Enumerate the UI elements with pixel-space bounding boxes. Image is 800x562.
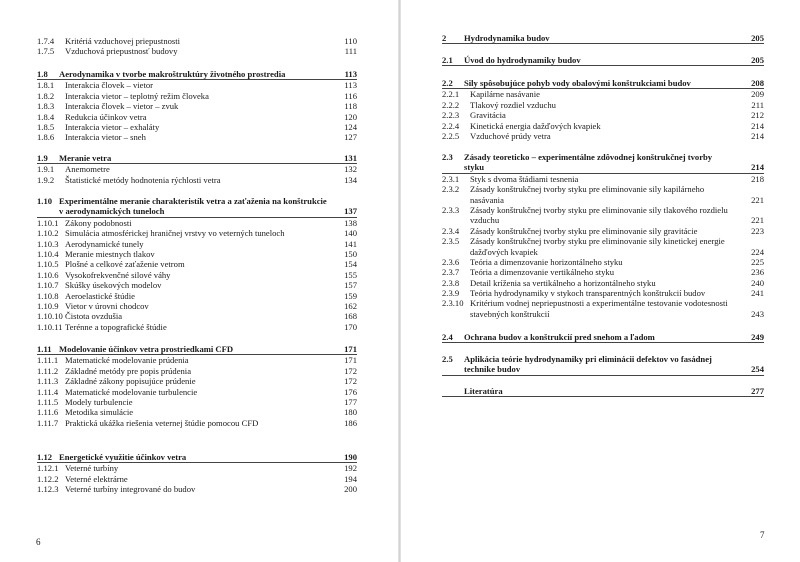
toc-page-number: 177: [344, 396, 357, 407]
toc-number: 1.11.1: [37, 355, 59, 366]
toc-number: 2.2.5: [442, 130, 460, 141]
toc-title: Teória a dimenzovanie vertikálneho styku: [470, 267, 615, 278]
toc-title: Vietor v úrovni chodcov: [65, 300, 149, 311]
toc-page-number: 225: [751, 256, 764, 267]
toc-title: Meranie miestnych tlakov: [65, 248, 155, 259]
toc-number: 1.8.3: [37, 101, 55, 112]
toc-heading-entry: [37, 344, 357, 355]
toc-page-number: 218: [751, 173, 764, 184]
toc-page-number: 254: [751, 364, 764, 375]
toc-page-number: 132: [344, 164, 357, 175]
toc-title: Interakcia človek – vietor: [65, 80, 154, 91]
toc-entry: [37, 301, 357, 311]
toc-number: 2.1: [442, 55, 453, 65]
toc-page-number: 176: [344, 386, 357, 397]
toc-title: Aeroelastické štúdie: [65, 290, 135, 301]
toc-entry: [442, 100, 764, 110]
toc-page-number: 180: [344, 407, 357, 418]
toc-title: Styk s dvoma štádiami tesnenia: [470, 173, 579, 184]
toc-number: 2.5: [442, 354, 453, 364]
toc-entry: [442, 278, 764, 288]
toc-section: [442, 332, 764, 343]
toc-title: Základné metódy pre popis prúdenia: [65, 365, 192, 376]
toc-heading-entry: [37, 206, 357, 217]
toc-section: [37, 196, 357, 332]
toc-entry: [442, 174, 764, 184]
toc-entry: [37, 474, 357, 484]
toc-title: vzduchu: [470, 215, 500, 226]
toc-number: 1.10.10: [37, 311, 63, 322]
toc-number: 1.10: [37, 196, 53, 206]
toc-entry: [37, 270, 357, 280]
toc-page-number: 224: [751, 246, 764, 257]
toc-title: Interakcia vietor – sneh: [65, 132, 146, 143]
toc-number: 1.8.4: [37, 111, 55, 122]
toc-entry: [37, 322, 357, 332]
toc-page-number: 170: [344, 321, 357, 332]
toc-number: 1.10.1: [37, 217, 59, 228]
toc-title: Zásady konštrukčnej tvorby styku pre eliminovanie sily kapilárneho: [470, 184, 705, 195]
toc-entry: [442, 226, 764, 236]
toc-page-number: 168: [344, 311, 357, 322]
toc-page-number: 212: [751, 110, 764, 121]
toc-title: Plošné a celkové zaťaženie vetrom: [65, 259, 185, 270]
toc-heading-entry: [442, 33, 764, 44]
toc-page-number: 172: [344, 376, 357, 387]
toc-title: Vzduchová priepustnosť budovy: [65, 46, 178, 57]
toc-number: 1.10.8: [37, 290, 59, 301]
toc-page-number: 214: [751, 162, 764, 173]
toc-number: 1.8.2: [37, 90, 55, 101]
toc-number: 1.8.1: [37, 80, 55, 91]
toc-number: 1.11.3: [37, 376, 59, 387]
toc-entry: [442, 89, 764, 99]
toc-number: 1.10.6: [37, 269, 59, 280]
toc-page-number: 240: [751, 277, 764, 288]
toc-title: Vysokofrekvenčné silové váhy: [65, 269, 171, 280]
toc-number: 2.3.9: [442, 288, 460, 299]
toc-entry: [37, 387, 357, 397]
toc-number: 1.7.5: [37, 46, 55, 57]
toc-title: Experimentálne meranie charakteristík vetra a zaťaženia na konštrukcie: [59, 196, 327, 206]
left-page-number: 6: [36, 537, 41, 547]
right-page-number: 7: [760, 530, 765, 540]
toc-number: 1.10.9: [37, 300, 59, 311]
toc-page-number: 172: [344, 365, 357, 376]
toc-number: 2.4: [442, 332, 453, 342]
toc-entry: [37, 418, 357, 428]
toc-page-number: 236: [751, 267, 764, 278]
toc-page-number: 124: [344, 121, 357, 132]
toc-entry: [442, 298, 764, 308]
toc-title: Tlakový rozdiel vzduchu: [470, 99, 556, 110]
toc-page-number: 150: [344, 248, 357, 259]
toc-page-number: 134: [344, 174, 357, 185]
toc-title: Hydrodynamika budov: [464, 33, 550, 43]
toc-number: 1.11.7: [37, 417, 59, 428]
toc-heading-entry: [442, 152, 764, 162]
toc-title: Zásady konštrukčnej tvorby styku pre eliminovanie sily gravitácie: [470, 225, 698, 236]
toc-page-number: 209: [751, 89, 764, 100]
toc-number: 1.11.6: [37, 407, 59, 418]
toc-entry: [37, 80, 357, 90]
toc-page-number: 120: [344, 111, 357, 122]
toc-entry: [37, 463, 357, 473]
toc-page-number: 200: [344, 484, 357, 495]
toc-number: 1.11.4: [37, 386, 59, 397]
toc-title: Kritérium vodnej nepriepustnosti a experimentálne testovanie vodotesnosti: [470, 298, 728, 309]
toc-number: 1.12: [37, 452, 53, 462]
toc-entry: [37, 122, 357, 132]
toc-page-number: 162: [344, 300, 357, 311]
toc-heading-entry: [37, 452, 357, 463]
toc-number: 2.3: [442, 152, 453, 162]
toc-entry: [37, 91, 357, 101]
toc-section: [442, 152, 764, 319]
toc-page-number: 186: [344, 417, 357, 428]
toc-number: 1.8: [37, 69, 48, 79]
toc-number: 1.9.2: [37, 174, 55, 185]
toc-entry: [37, 175, 357, 185]
toc-page-number: 157: [344, 280, 357, 291]
toc-title: Základné zákony popisujúce prúdenie: [65, 376, 196, 387]
toc-entry: [37, 239, 357, 249]
toc-title: Redukcia účinkov vetra: [65, 111, 147, 122]
toc-entry: [37, 397, 357, 407]
toc-title: Kritériá vzduchovej priepustnosti: [65, 36, 181, 46]
toc-number: 1.10.5: [37, 259, 59, 270]
toc-number: 2.2.1: [442, 89, 460, 100]
toc-entry: [442, 195, 764, 205]
toc-page-number: 192: [344, 463, 357, 474]
toc-title: Metodika simulácie: [65, 407, 134, 418]
toc-title: Interakcia vietor – exhaláty: [65, 121, 160, 132]
toc-number: 1.12.3: [37, 484, 59, 495]
toc-number: 1.12.2: [37, 473, 59, 484]
toc-page-number: 154: [344, 259, 357, 270]
toc-number: 2.2.2: [442, 99, 460, 110]
toc-page-number: 137: [344, 206, 357, 217]
toc-page-number: 110: [344, 36, 357, 46]
toc-number: 1.9: [37, 153, 48, 163]
toc-section: [442, 354, 764, 376]
toc-entry: [37, 164, 357, 174]
toc-entry: [37, 101, 357, 111]
toc-title: Zásady konštrukčnej tvorby styku pre eliminovanie sily tlakového rozdielu: [470, 204, 728, 215]
toc-number: 1.9.1: [37, 164, 55, 175]
toc-number: 1.11: [37, 344, 52, 354]
toc-title: Praktická ukážka riešenia veternej štúdie pomocou CFD: [65, 417, 259, 428]
toc-title: Gravitácia: [470, 110, 506, 121]
toc-number: 1.12.1: [37, 463, 59, 474]
toc-entry: [442, 309, 764, 319]
toc-page-number: 190: [344, 452, 357, 462]
toc-number: 2.3.3: [442, 204, 460, 215]
toc-title: Kapilárne nasávanie: [470, 89, 540, 100]
toc-page-number: 205: [751, 33, 764, 43]
toc-number: 1.11.5: [37, 396, 59, 407]
toc-page-number: 194: [344, 473, 357, 484]
toc-heading-entry: [442, 354, 764, 364]
toc-number: 1.8.5: [37, 121, 55, 132]
toc-heading-entry: [37, 196, 357, 206]
toc-title: Štatistické metódy hodnotenia rýchlosti vetra: [65, 174, 221, 185]
toc-title: Modelovanie účinkov vetra prostriedkami CFD: [59, 344, 234, 354]
toc-page-number: 111: [344, 46, 357, 57]
toc-entry: [37, 366, 357, 376]
toc-title: Zásady konštrukčnej tvorby styku pre eliminovanie sily kinetickej energie: [470, 236, 725, 247]
toc-heading-entry: [37, 69, 357, 80]
toc-title: Modely turbulencie: [65, 396, 133, 407]
toc-page-number: 221: [751, 215, 764, 226]
toc-section: [37, 36, 357, 57]
toc-heading-entry: [442, 386, 764, 397]
toc-title: Matematické modelovanie turbulencie: [65, 386, 198, 397]
toc-title: Aerodynamické tunely: [65, 238, 144, 249]
toc-page-number: 223: [751, 225, 764, 236]
toc-title: Detail kríženia sa vertikálneho a horizontálneho styku: [470, 277, 656, 288]
toc-section: [37, 69, 357, 143]
toc-number: 1.8.6: [37, 132, 55, 143]
toc-entry: [37, 249, 357, 259]
toc-title: Skúšky úsekových modelov: [65, 280, 162, 291]
toc-heading-entry: [442, 55, 764, 66]
toc-section: [442, 33, 764, 44]
toc-title: Literatúra: [464, 386, 503, 396]
toc-page-number: 127: [344, 132, 357, 143]
toc-page-number: 118: [344, 101, 357, 112]
toc-title: Simulácia atmosférickej hraničnej vrstvy vo veterných tuneloch: [65, 228, 285, 239]
toc-title: Zásady teoreticko – experimentálne zdôvodnej konštrukčnej tvorby: [464, 152, 713, 162]
toc-page-number: 241: [751, 288, 764, 299]
toc-entry: [442, 205, 764, 215]
toc-heading-entry: [37, 153, 357, 164]
toc-section: [442, 55, 764, 66]
toc-entry: [37, 112, 357, 122]
toc-number: 1.11.2: [37, 365, 59, 376]
toc-number: 2.2.3: [442, 110, 460, 121]
toc-page-number: 131: [344, 153, 357, 163]
toc-section: [442, 78, 764, 141]
toc-number: 2.3.6: [442, 256, 460, 267]
toc-page-number: 171: [344, 344, 357, 354]
toc-page-number: 243: [751, 308, 764, 319]
toc-section: [442, 386, 764, 397]
toc-page-number: 155: [344, 269, 357, 280]
toc-page-number: 277: [751, 386, 764, 396]
toc-title: Anemometre: [65, 164, 110, 175]
toc-section: [37, 344, 357, 428]
toc-entry: [442, 215, 764, 225]
toc-title: Úvod do hydrodynamiky budov: [464, 55, 581, 65]
toc-number: 2.2: [442, 78, 453, 88]
toc-title: v aerodynamických tuneloch: [59, 206, 165, 217]
toc-number: 1.7.4: [37, 36, 55, 46]
toc-number: 2.2.4: [442, 120, 460, 131]
toc-page-number: 116: [344, 90, 357, 101]
toc-entry: [37, 376, 357, 386]
toc-page-number: 159: [344, 290, 357, 301]
toc-entry: [442, 288, 764, 298]
toc-heading-entry: [442, 78, 764, 89]
toc-entry: [442, 247, 764, 257]
toc-entry: [37, 228, 357, 238]
toc-page-number: 113: [344, 69, 357, 79]
toc-entry: [37, 311, 357, 321]
toc-title: dažďových kvapiek: [470, 246, 538, 257]
toc-page-number: 140: [344, 228, 357, 239]
toc-title: Meranie vetra: [59, 153, 112, 163]
toc-title: styku: [464, 162, 485, 173]
toc-entry: [37, 355, 357, 365]
toc-number: 1.10.11: [37, 321, 63, 332]
toc-heading-entry: [442, 332, 764, 343]
toc-number: 2.3.5: [442, 236, 460, 247]
toc-number: 2.3.8: [442, 277, 460, 288]
toc-title: Interakcia vietor – teplotný režim človeka: [65, 90, 209, 101]
toc-heading-entry: [442, 162, 764, 173]
toc-title: Vzduchové prúdy vetra: [470, 130, 551, 141]
toc-entry: [37, 46, 357, 56]
toc-entry: [37, 407, 357, 417]
toc-page-number: 249: [751, 332, 764, 342]
toc-entry: [442, 257, 764, 267]
toc-number: 2.3.7: [442, 267, 460, 278]
toc-entry: [37, 132, 357, 142]
toc-entry: [37, 291, 357, 301]
toc-page-number: 171: [344, 355, 357, 366]
toc-page-number: 138: [344, 217, 357, 228]
toc-page-number: 211: [751, 99, 764, 110]
toc-number: 2.3.10: [442, 298, 464, 309]
toc-title: Kinetická energia dažďových kvapiek: [470, 120, 601, 131]
toc-title: Terénne a topografické štúdie: [65, 321, 167, 332]
toc-title: Čistota ovzdušia: [65, 311, 123, 322]
toc-page-number: 214: [751, 130, 764, 141]
toc-title: Sily spôsobujúce pohyb vody obalovými konštrukciami budov: [464, 78, 691, 88]
toc-number: 1.10.7: [37, 280, 59, 291]
toc-section: [37, 452, 357, 495]
toc-title: stavebných konštrukcií: [470, 308, 550, 319]
toc-number: 1.10.2: [37, 228, 59, 239]
toc-title: Matematické modelovanie prúdenia: [65, 355, 189, 366]
toc-title: Ochrana budov a konštrukcií pred snehom a ľadom: [464, 332, 655, 342]
toc-title: nasávania: [470, 194, 504, 205]
toc-page-number: 208: [751, 78, 764, 88]
toc-page-number: 214: [751, 120, 764, 131]
toc-title: Aplikácia teórie hydrodynamiky pri eliminácii defektov vo fasádnej: [464, 354, 712, 364]
toc-entry: [37, 218, 357, 228]
toc-entry: [37, 259, 357, 269]
toc-title: Energetické využitie účinkov vetra: [59, 452, 187, 462]
toc-heading-entry: [442, 364, 764, 375]
toc-section: [37, 153, 357, 185]
toc-entry: [37, 484, 357, 494]
toc-page-number: 113: [344, 80, 357, 91]
toc-entry: [442, 110, 764, 120]
toc-title: Aerodynamika v tvorbe makroštruktúry životného prostredia: [59, 69, 286, 79]
toc-entry: [37, 280, 357, 290]
toc-title: Veterné turbíny integrované do budov: [65, 484, 196, 495]
toc-entry: [442, 121, 764, 131]
toc-number: 2: [442, 33, 447, 43]
toc-page-number: 141: [344, 238, 357, 249]
toc-title: Teória hydrodynamiky v stykoch transparentných konštrukcií budov: [470, 288, 706, 299]
toc-entry: [442, 184, 764, 194]
toc-title: Interakcia človek – vietor – zvuk: [65, 101, 179, 112]
toc-title: Teória a dimenzovanie horizontálneho styku: [470, 256, 623, 267]
toc-number: 1.10.4: [37, 248, 59, 259]
toc-number: 1.10.3: [37, 238, 59, 249]
book-gutter: [398, 0, 401, 562]
toc-page-number: 221: [751, 194, 764, 205]
toc-entry: [442, 131, 764, 141]
toc-title: technike budov: [464, 364, 521, 375]
toc-number: 2.3.1: [442, 173, 460, 184]
toc-number: 2.3.4: [442, 225, 460, 236]
toc-entry: [442, 236, 764, 246]
toc-entry: [442, 267, 764, 277]
toc-number: 2.3.2: [442, 184, 460, 195]
toc-entry: [37, 36, 357, 46]
toc-page-number: 205: [751, 55, 764, 65]
toc-title: Veterné turbíny: [65, 463, 119, 474]
toc-title: Veterné elektrárne: [65, 473, 128, 484]
toc-title: Zákony podobnosti: [65, 217, 132, 228]
